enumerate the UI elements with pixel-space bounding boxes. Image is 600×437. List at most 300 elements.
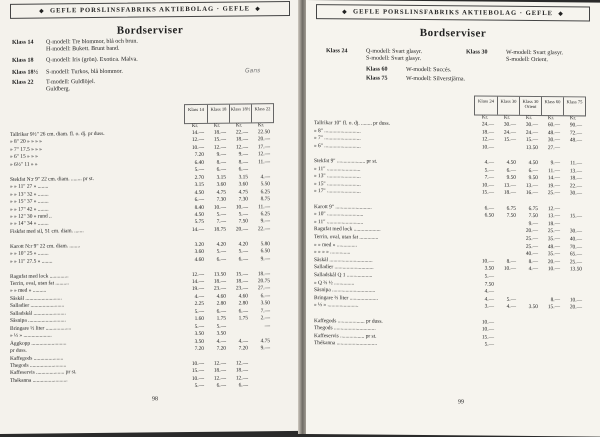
price-cell — [540, 342, 562, 348]
row-label: » 11" ........................... — [314, 219, 474, 227]
class-line: S-modell: Orient. — [506, 57, 563, 64]
table-row — [314, 340, 584, 349]
price-cell — [474, 220, 496, 226]
class-lines — [46, 39, 138, 54]
price-cell — [540, 335, 562, 341]
price-cell: 27.— — [250, 286, 272, 292]
price-cell — [496, 289, 518, 295]
class-line: W-modell: Svart glasyr. — [506, 50, 563, 57]
price-cell: 2.— — [250, 315, 272, 321]
price-cell: 10.— — [474, 258, 496, 264]
price-cell: 12.— — [228, 360, 250, 366]
currency-label: Kr. — [540, 116, 562, 122]
price-cell: 18.— — [228, 368, 250, 374]
price-cell — [496, 274, 518, 280]
row-label: Terrin, oval, utan fat .......... — [10, 279, 184, 287]
table-row — [314, 188, 584, 197]
price-cell: 30.— — [540, 137, 562, 143]
price-cell: 6.— — [206, 256, 228, 262]
price-cell: 5.— — [206, 249, 228, 255]
price-cell: 20.— — [562, 305, 584, 311]
row-label: Tallrikar 9½" 26 cm. diam. fl. o. dj. pr duss. — [10, 130, 184, 138]
price-cell: 12.— — [228, 144, 250, 150]
price-cell: 5.— — [206, 323, 228, 329]
price-cell — [518, 281, 540, 287]
price-cell: 14.— — [540, 175, 562, 181]
class-row — [366, 76, 465, 84]
row-label: » 10" ........................... — [314, 211, 474, 219]
price-cell: 10.— — [474, 319, 496, 325]
price-cell — [496, 228, 518, 234]
table-row — [314, 143, 584, 152]
class-row — [12, 57, 138, 65]
row-label: Salladskål Q 1 ................... — [314, 272, 474, 280]
class-line: Q-modell: Iris (grön). Exotica. Malva. — [46, 57, 138, 65]
row-label: Ragufat med lock .............. — [10, 272, 184, 280]
price-cell: 48.— — [562, 137, 584, 143]
row-label: Fiskfat med sil, 51 cm. diam. ....... — [10, 227, 184, 235]
price-cell: 4.— — [496, 304, 518, 310]
price-cell — [496, 236, 518, 242]
price-cell: 13.50 — [562, 267, 584, 273]
price-cell: 8.— — [228, 159, 250, 165]
price-cell: 11.— — [540, 168, 562, 174]
price-cell: 25.— — [540, 228, 562, 234]
row-label: Ragufat med lock .................... — [314, 226, 474, 234]
class-line: T-modell: Guldlöjel. — [46, 79, 95, 87]
price-cell: 72.— — [562, 130, 584, 136]
table-row — [10, 226, 272, 235]
price-cell: 4.60 — [184, 256, 206, 262]
price-cell — [518, 274, 540, 280]
row-label: » 15" ......................... — [314, 181, 474, 189]
class-entry — [366, 76, 465, 84]
row-label: Salladier ............................. — [314, 264, 474, 272]
price-cell: — — [250, 323, 272, 329]
price-cell: 15.— — [518, 137, 540, 143]
price-cell — [540, 320, 562, 326]
price-cell — [562, 343, 584, 349]
price-cell: 7.30 — [206, 197, 228, 203]
price-cell — [228, 323, 250, 329]
price-cell: 11.— — [562, 160, 584, 166]
row-label: » 6" 15 » » » — [10, 152, 184, 160]
currency-label: Kr. — [228, 123, 250, 129]
price-cell — [250, 360, 272, 366]
class-descriptions — [306, 0, 600, 3]
price-cell: 60.— — [540, 122, 562, 128]
price-cell: 11.— — [250, 204, 272, 210]
row-label: Terrin, oval, utan fat .............. — [314, 234, 474, 242]
row-label: » 7" ........................... — [314, 135, 474, 143]
price-cell: 9.— — [250, 219, 272, 225]
class-line: W-modell: Silverstjärna. — [406, 76, 465, 84]
price-cell — [518, 335, 540, 341]
row-label: » » 17" 42 » ........ — [10, 205, 184, 213]
row-label: Tallrikar 10" fl. o. dj. ........ pr duss. — [314, 120, 474, 128]
class-line: S-modell: Turkos, blå blommor. — [46, 69, 123, 77]
price-cell: 30.— — [518, 122, 540, 128]
price-cell: 20.— — [250, 137, 272, 143]
price-cell: 30.— — [496, 122, 518, 128]
price-cell: 5.— — [184, 324, 206, 330]
row-label: » 13" ......................... — [314, 173, 474, 181]
price-cell: 6.— — [250, 293, 272, 299]
price-cell: 13.— — [540, 213, 562, 219]
row-label: Såsnipa ................................ — [314, 287, 474, 295]
class-row — [12, 69, 123, 77]
row-label: » 6½" 11 » » — [10, 160, 184, 168]
price-cell — [562, 327, 584, 333]
diamond-icon: ◆ — [558, 11, 564, 17]
price-cell: 6.25 — [250, 211, 272, 217]
price-cell — [474, 228, 496, 234]
price-cell: 4.50 — [496, 160, 518, 166]
price-cell — [184, 353, 206, 359]
price-cell — [496, 327, 518, 333]
price-cell: 40.— — [562, 236, 584, 242]
price-table — [10, 103, 282, 106]
price-cell — [496, 319, 518, 325]
row-label: » ⅓ » ..................... — [10, 331, 184, 339]
price-cell: 6.— — [474, 205, 496, 211]
price-cell: 10.— — [474, 327, 496, 333]
price-cell: 8.— — [496, 258, 518, 264]
page-title: Bordserviser — [0, 23, 300, 38]
price-cell: 23.— — [206, 286, 228, 292]
price-cell: 10.— — [562, 297, 584, 303]
price-cell: 15.— — [206, 137, 228, 143]
price-cell — [562, 145, 584, 151]
price-cell: 5.— — [184, 167, 206, 173]
price-cell: 35.— — [540, 251, 562, 257]
price-cell: 15.— — [562, 213, 584, 219]
price-cell: 10.— — [474, 182, 496, 188]
price-cell: 7.50 — [496, 213, 518, 219]
price-cell: 7.50 — [518, 213, 540, 219]
currency-label: Kr. — [250, 123, 272, 129]
price-cell: 18.— — [474, 129, 496, 135]
price-cell: 7.50 — [228, 219, 250, 225]
price-cell: 70.— — [562, 244, 584, 250]
class-line: W-modell: Succés. — [406, 67, 451, 74]
price-cell: 4.75 — [206, 189, 228, 195]
price-cell: 6.40 — [184, 160, 206, 166]
price-cell: 10.— — [184, 376, 206, 382]
price-cell — [540, 327, 562, 333]
price-cell: 7.— — [474, 175, 496, 181]
row-label: Såskål ................................ — [314, 257, 474, 265]
class-entry — [12, 57, 138, 65]
price-cell: 30.— — [562, 229, 584, 235]
price-cell — [562, 221, 584, 227]
price-cell: 3.— — [474, 304, 496, 310]
price-cell — [518, 289, 540, 295]
price-cell: 4.— — [474, 289, 496, 295]
price-cell — [250, 330, 272, 336]
price-cell — [562, 320, 584, 326]
price-cell: 4.20 — [206, 241, 228, 247]
price-cell: 13.50 — [206, 271, 228, 277]
price-cell: 9.— — [540, 160, 562, 166]
currency-label: Kr. — [206, 124, 228, 130]
class-row — [12, 39, 138, 54]
price-cell: 2.25 — [184, 301, 206, 307]
price-cell: 3.15 — [228, 174, 250, 180]
row-label: » » med » ............... — [314, 242, 474, 250]
class-lines — [366, 49, 422, 63]
price-cell: 40.— — [518, 251, 540, 257]
price-cell: 22.— — [250, 226, 272, 232]
row-label: » Q ⅔ ½ ............... — [314, 280, 474, 288]
price-cell: 6.— — [228, 383, 250, 389]
currency-label: Kr. — [184, 124, 206, 130]
price-cell: 6.— — [518, 167, 540, 173]
row-label: Bringare ⅔ liter ..................... — [314, 295, 474, 303]
price-cell: 23.— — [228, 286, 250, 292]
price-cell: 8.— — [206, 159, 228, 165]
price-cell — [562, 289, 584, 295]
price-cell — [562, 274, 584, 280]
price-cell — [518, 342, 540, 348]
price-cell: 7.20 — [184, 152, 206, 158]
handwritten-note: Gans — [245, 67, 260, 74]
price-cell — [496, 342, 518, 348]
class-label: Klass 22 — [12, 80, 46, 94]
page-title: Bordserviser — [306, 26, 600, 41]
price-cell: 1.75 — [228, 316, 250, 322]
price-cell: 13.— — [562, 168, 584, 174]
row-label: Kaffeservis .................. pr st. — [314, 333, 474, 341]
class-entry — [12, 39, 138, 54]
price-cell: 7.— — [206, 219, 228, 225]
row-label: » 11" ......................... — [314, 166, 474, 174]
price-cell — [228, 331, 250, 337]
price-cell: 13.— — [496, 182, 518, 188]
row-label: Kaffegods ...................... — [10, 354, 184, 362]
price-cell: 9.— — [250, 345, 272, 351]
price-cell: 48.— — [540, 130, 562, 136]
price-cell: 5.— — [474, 167, 496, 173]
price-cell: 3.50 — [184, 331, 206, 337]
currency-label: Kr. — [518, 116, 540, 122]
price-cell: 15.— — [540, 304, 562, 310]
class-label: Klass 14 — [12, 40, 46, 54]
price-cell: 9.50 — [496, 175, 518, 181]
price-cell: 6.— — [184, 197, 206, 203]
price-cell: 6.50 — [474, 213, 496, 219]
price-cell: 3.60 — [228, 182, 250, 188]
price-cell: 4.— — [474, 159, 496, 165]
class-line: Q-modell: Svart glasyr. — [366, 49, 422, 56]
price-cell: 25.— — [540, 190, 562, 196]
price-cell: 9.— — [518, 221, 540, 227]
row-label: » 8" ........................... — [314, 128, 474, 136]
row-label: Såskål ........................... — [10, 294, 184, 302]
price-cell: 20.— — [518, 228, 540, 234]
price-cell: 5.— — [496, 296, 518, 302]
price-cell: 7.20 — [184, 346, 206, 352]
row-label — [314, 150, 474, 151]
price-cell: 5.— — [228, 211, 250, 217]
price-cell: 1.60 — [184, 316, 206, 322]
class-lines — [46, 79, 95, 94]
price-cell: 18.— — [206, 130, 228, 136]
price-cell: 3.50 — [250, 300, 272, 306]
price-cell: 4.— — [228, 338, 250, 344]
row-label: » 7" 17.5 » » » — [10, 145, 184, 153]
price-cell: 4.— — [518, 266, 540, 272]
diamond-icon: ◆ — [39, 9, 45, 15]
price-cell: 2.80 — [228, 301, 250, 307]
price-cell: 4.75 — [250, 338, 272, 344]
price-cell: 6.— — [496, 167, 518, 173]
class-entry — [12, 79, 95, 94]
price-cell: 3.15 — [206, 174, 228, 180]
class-row — [326, 48, 422, 63]
price-cell: 48.— — [540, 244, 562, 250]
price-cell: 30.— — [562, 191, 584, 197]
right-page — [306, 0, 600, 437]
table-header — [184, 103, 274, 124]
row-label: pr duss. — [10, 346, 184, 354]
price-cell: 8.— — [518, 259, 540, 265]
price-cell: 35.— — [540, 236, 562, 242]
row-label: » 17" ......................... — [314, 188, 474, 196]
price-cell: 14.— — [184, 130, 206, 136]
row-label — [314, 310, 474, 311]
price-cell: 4.20 — [228, 241, 250, 247]
right-banner — [316, 4, 590, 21]
price-cell: 6.— — [228, 167, 250, 173]
price-cell: 24.— — [518, 129, 540, 135]
price-cell: 10.— — [228, 204, 250, 210]
price-cell — [496, 334, 518, 340]
price-cell: 6.— — [206, 383, 228, 389]
row-label: Bringare ½ liter ................... — [10, 324, 184, 332]
table-row — [314, 302, 584, 311]
price-cell: 12.— — [540, 206, 562, 212]
class-row — [366, 67, 451, 75]
class-line: H-modell: Bukett. Brunt band. — [46, 46, 138, 54]
column-header: Klass 60 — [541, 97, 563, 115]
price-cell: 10.— — [474, 144, 496, 150]
row-label: Stekfat 9" ..................... pr st. — [314, 158, 474, 166]
price-cell: 16.— — [518, 190, 540, 196]
price-cell: 1.75 — [206, 316, 228, 322]
column-header: Klass 18 — [207, 105, 229, 123]
page-number: 99 — [458, 399, 464, 405]
row-label: Kaffegods .................... pr duss. — [314, 318, 474, 326]
class-line: Q-modell: Tre blommor, blå och brun. — [46, 39, 138, 47]
table-row — [10, 382, 272, 391]
price-cell: 4.— — [474, 296, 496, 302]
price-cell: 18.— — [228, 278, 250, 284]
price-cell: 3.20 — [184, 242, 206, 248]
price-cell: 3.50 — [474, 266, 496, 272]
price-cell: 9.— — [250, 256, 272, 262]
banner-text: GEFLE PORSLINSFABRIKS AKTIEBOLAG · GEFLE — [353, 8, 553, 17]
price-cell: 6.— — [206, 308, 228, 314]
currency-label: Kr. — [496, 116, 518, 122]
column-header: Klass 22 — [251, 104, 273, 122]
row-label: » 6" ........................... — [314, 143, 474, 151]
row-label: » » med » .......... — [10, 287, 184, 295]
price-cell: 20.75 — [250, 278, 272, 284]
price-cell — [496, 144, 518, 150]
price-cell: 12.— — [206, 375, 228, 381]
price-cell: 15.— — [228, 271, 250, 277]
price-cell: 5.— — [228, 249, 250, 255]
price-cell: 7.— — [250, 308, 272, 314]
price-cell: 11.— — [250, 159, 272, 165]
price-cell: 18.— — [540, 221, 562, 227]
price-cell — [496, 251, 518, 257]
price-cell: 18.— — [206, 368, 228, 374]
page-number: 98 — [152, 396, 158, 402]
price-cell: 18.— — [228, 137, 250, 143]
class-line: Guldberg. — [46, 86, 95, 94]
row-label: Kaffeservis ..................... pr st. — [10, 368, 184, 376]
price-cell: 6.75 — [518, 205, 540, 211]
price-cell: 15.— — [184, 368, 206, 374]
class-entry — [12, 69, 123, 77]
left-banner — [10, 1, 290, 19]
class-entry — [466, 49, 563, 64]
table-row — [10, 256, 272, 265]
price-cell: 14.— — [184, 227, 206, 233]
price-cell: 4.50 — [518, 160, 540, 166]
price-cell: 12.— — [206, 145, 228, 151]
price-cell: 7.30 — [228, 196, 250, 202]
price-cell: 25.— — [518, 243, 540, 249]
price-cell: 6.— — [228, 308, 250, 314]
row-label: Thékanna .......................... — [10, 376, 184, 384]
price-cell: 7.20 — [206, 346, 228, 352]
price-cell: 4.60 — [206, 294, 228, 300]
price-cell — [562, 282, 584, 288]
price-cell — [250, 382, 272, 388]
price-cell: 12.— — [206, 361, 228, 367]
price-cell: 2.80 — [206, 301, 228, 307]
price-cell: 4.75 — [228, 189, 250, 195]
price-cell: 8.— — [540, 297, 562, 303]
class-line: S-modell: Svart glasyr. — [366, 56, 422, 63]
price-cell: 25.— — [562, 259, 584, 265]
price-cell: 24.— — [474, 121, 496, 127]
row-label: Salladier ......................... — [10, 301, 184, 309]
price-cell: 14.— — [184, 279, 206, 285]
currency-label: Kr. — [562, 116, 584, 122]
price-cell — [228, 353, 250, 359]
price-cell: 18.— — [250, 271, 272, 277]
price-cell: 3.60 — [206, 182, 228, 188]
price-cell: 10.— — [496, 266, 518, 272]
price-cell: 4.60 — [228, 293, 250, 299]
row-label — [314, 196, 474, 197]
price-cell: 65.— — [562, 251, 584, 257]
price-cell: 22.— — [562, 183, 584, 189]
price-cell — [540, 282, 562, 288]
price-cell: 9.50 — [518, 175, 540, 181]
row-label: » » 15" 37 » ........ — [10, 197, 184, 205]
row-label: » » 13" 32 » ........ — [10, 190, 184, 198]
currency-label: Kr. — [474, 115, 496, 121]
price-cell: 4.— — [184, 294, 206, 300]
price-cell: 4.50 — [184, 189, 206, 195]
price-cell — [474, 251, 496, 257]
price-cell: 6.50 — [250, 248, 272, 254]
